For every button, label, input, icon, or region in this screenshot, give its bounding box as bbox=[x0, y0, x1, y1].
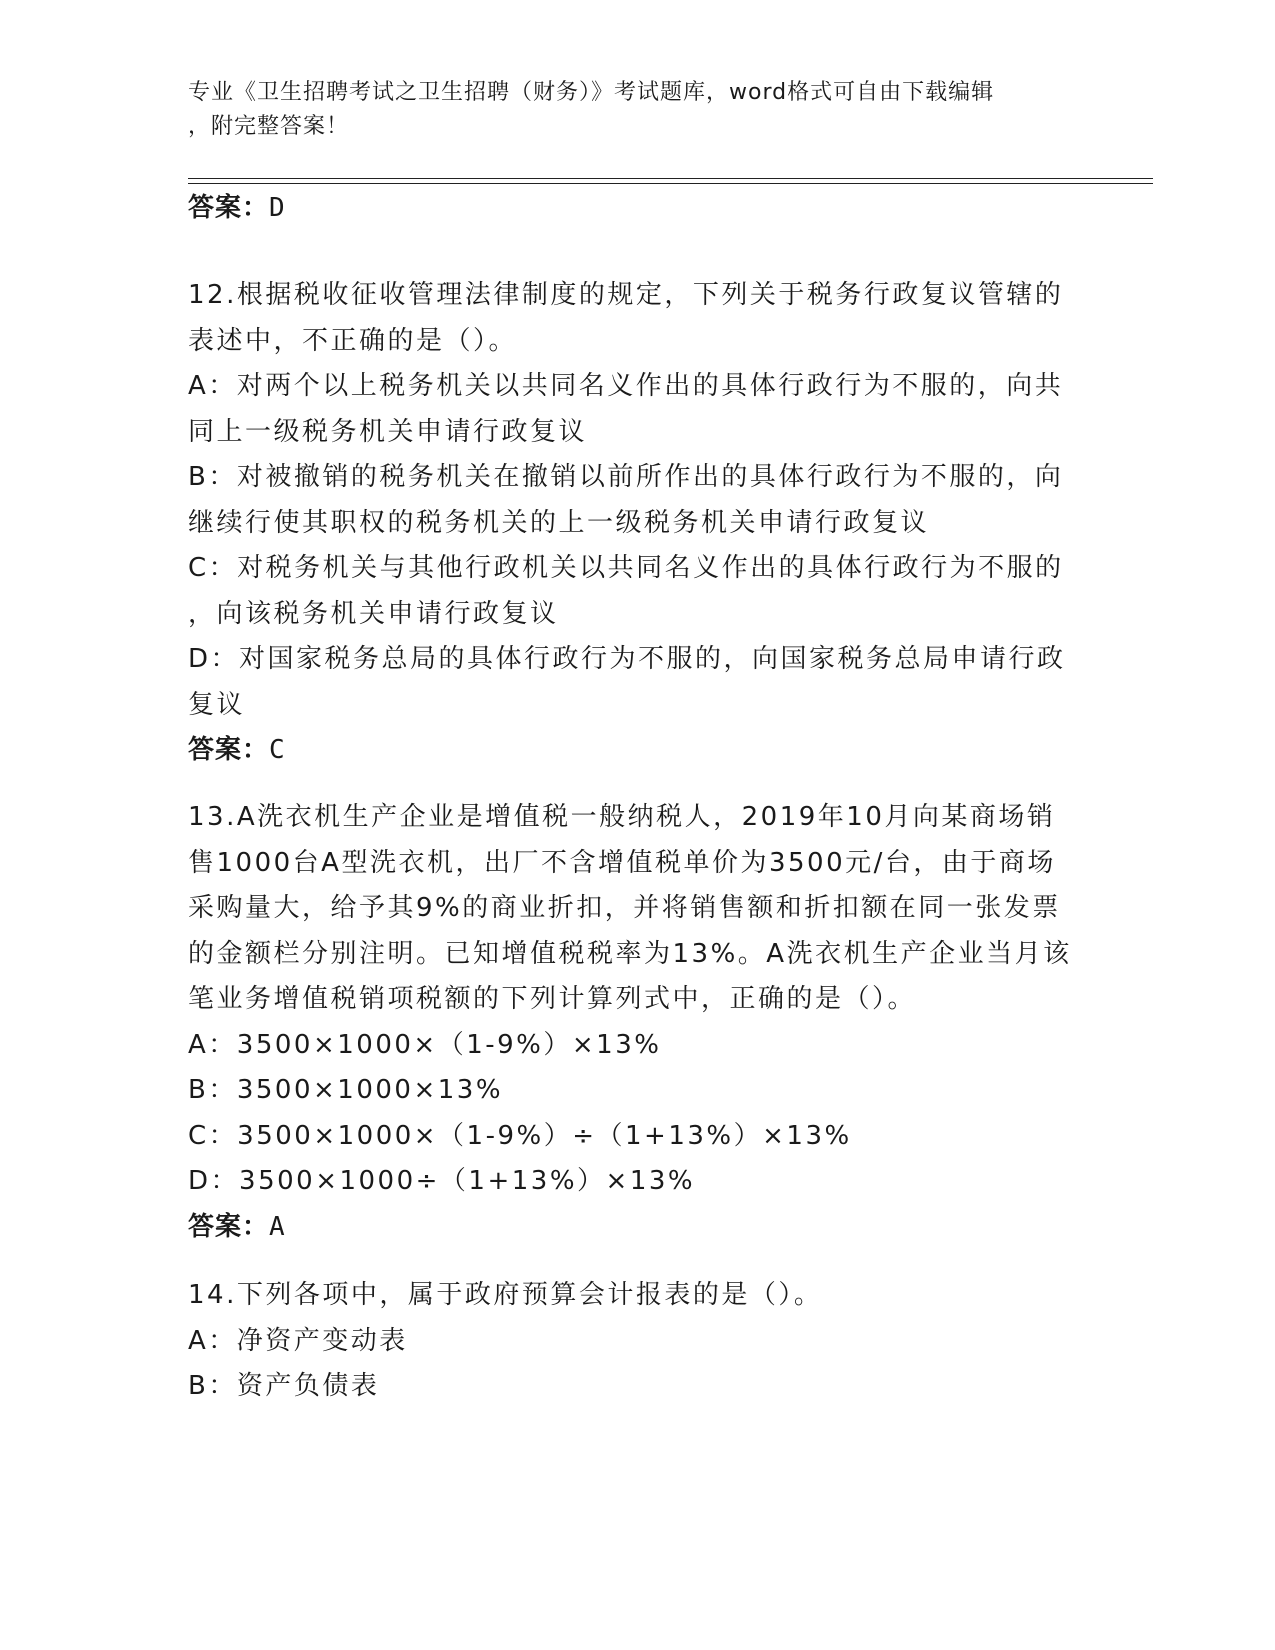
option-b-line: 继续行使其职权的税务机关的上一级税务机关申请行政复议 bbox=[188, 507, 930, 538]
q12-answer bbox=[188, 728, 1078, 773]
question-stem-line: 售1000台A型洗衣机，出厂不含增值税单价为3500元/台，由于商场 bbox=[188, 847, 1056, 878]
page-header bbox=[188, 76, 1068, 144]
question-stem-line: 14.下列各项中，属于政府预算会计报表的是（）。 bbox=[188, 1280, 823, 1310]
option-b: B：资产负债表 bbox=[188, 1371, 380, 1401]
option-a-line: 同上一级税务机关申请行政复议 bbox=[188, 416, 588, 447]
option-a: A：净资产变动表 bbox=[188, 1325, 408, 1356]
option-b: B：3500×1000×13% bbox=[188, 1075, 504, 1105]
answer-prefix: 答案： bbox=[188, 735, 270, 765]
option-c-line: C：对税务机关与其他行政机关以共同名义作出的具体行政行为不服的 bbox=[188, 553, 1064, 583]
option-c-line: ，向该税务机关申请行政复议 bbox=[188, 598, 559, 629]
question-stem-line: 笔业务增值税销项税额的下列计算列式中，正确的是（）。 bbox=[188, 984, 917, 1014]
answer-value: D bbox=[269, 193, 286, 223]
q13-answer bbox=[188, 1205, 1078, 1250]
header-line-2: ，附完整答案！ bbox=[188, 114, 350, 139]
answer-value: C bbox=[269, 735, 286, 765]
option-a-line: A：对两个以上税务机关以共同名义作出的具体行政行为不服的，向共 bbox=[188, 371, 1064, 401]
header-line-1: 专业《卫生招聘考试之卫生招聘（财务）》考试题库，word格式可自由下载编辑 bbox=[188, 80, 995, 105]
answer-prefix: 答案： bbox=[188, 1211, 270, 1242]
answer-prefix: 答案： bbox=[188, 193, 270, 223]
answer-value: A bbox=[269, 1211, 286, 1242]
option-d-line: 复议 bbox=[188, 689, 246, 720]
question-14 bbox=[188, 1273, 1078, 1410]
header-divider-bottom bbox=[188, 183, 1153, 184]
question-13 bbox=[188, 795, 1078, 1250]
option-a: A：3500×1000×（1-9%）×13% bbox=[188, 1029, 662, 1060]
header-divider-top bbox=[188, 178, 1153, 179]
question-stem-line: 12.根据税收征收管理法律制度的规定，下列关于税务行政复议管辖的 bbox=[188, 280, 1064, 310]
option-b-line: B：对被撤销的税务机关在撤销以前所作出的具体行政行为不服的，向 bbox=[188, 462, 1064, 492]
option-c: C：3500×1000×（1-9%）÷（1+13%）×13% bbox=[188, 1120, 852, 1151]
question-stem-line: 表述中，不正确的是（）。 bbox=[188, 325, 518, 356]
question-stem-line: 13.A洗衣机生产企业是增值税一般纳税人，2019年10月向某商场销 bbox=[188, 802, 1056, 832]
q11-answer bbox=[188, 186, 1078, 231]
option-d-line: D：对国家税务总局的具体行政行为不服的，向国家税务总局申请行政 bbox=[188, 644, 1066, 674]
question-stem-line: 的金额栏分别注明。已知增值税税率为13%。A洗衣机生产企业当月该 bbox=[188, 938, 1072, 969]
option-d: D：3500×1000÷（1+13%）×13% bbox=[188, 1166, 696, 1196]
question-12 bbox=[188, 273, 1078, 773]
question-stem-line: 采购量大，给予其9%的商业折扣，并将销售额和折扣额在同一张发票 bbox=[188, 893, 1061, 923]
